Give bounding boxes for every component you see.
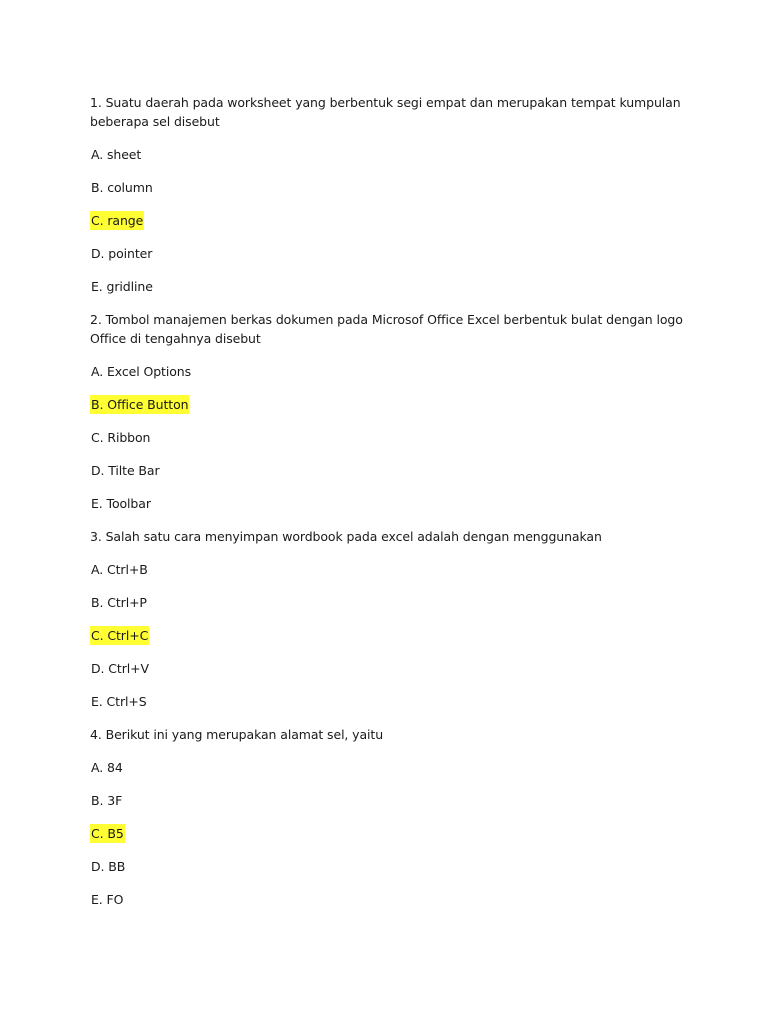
option-b: B. 3F bbox=[91, 793, 123, 808]
option-a: A. sheet bbox=[91, 147, 142, 162]
option-c-highlighted: C. B5 bbox=[91, 826, 124, 841]
question-block-3 bbox=[90, 527, 690, 711]
option-c-highlighted: C. range bbox=[91, 213, 144, 228]
option-e: E. FO bbox=[91, 892, 124, 907]
question-block-1 bbox=[90, 93, 690, 296]
option-a: A. Excel Options bbox=[91, 364, 191, 379]
question-text: 2. Tombol manajemen berkas dokumen pada Microsof Office Excel berbentuk bulat dengan logo Office di tengahnya disebut bbox=[90, 312, 683, 346]
option-d: D. pointer bbox=[91, 246, 153, 261]
option-b-highlighted: B. Office Button bbox=[91, 397, 189, 412]
question-text: 3. Salah satu cara menyimpan wordbook pada excel adalah dengan menggunakan bbox=[90, 529, 602, 544]
option-a: A. 84 bbox=[91, 760, 123, 775]
option-c-highlighted: C. Ctrl+C bbox=[91, 628, 149, 643]
quiz-content bbox=[90, 93, 690, 923]
option-e: E. gridline bbox=[91, 279, 153, 294]
option-a: A. Ctrl+B bbox=[91, 562, 148, 577]
question-block-4 bbox=[90, 725, 690, 909]
question-text: 1. Suatu daerah pada worksheet yang berbentuk segi empat dan merupakan tempat kumpulan beberapa sel disebut bbox=[90, 95, 681, 129]
option-e: E. Toolbar bbox=[91, 496, 151, 511]
option-d: D. Ctrl+V bbox=[91, 661, 149, 676]
option-e: E. Ctrl+S bbox=[91, 694, 147, 709]
option-b: B. column bbox=[91, 180, 153, 195]
question-text: 4. Berikut ini yang merupakan alamat sel, yaitu bbox=[90, 727, 384, 742]
option-d: D. Tilte Bar bbox=[91, 463, 160, 478]
option-b: B. Ctrl+P bbox=[91, 595, 147, 610]
question-block-2 bbox=[90, 310, 690, 513]
option-d: D. BB bbox=[91, 859, 126, 874]
option-c: C. Ribbon bbox=[91, 430, 151, 445]
